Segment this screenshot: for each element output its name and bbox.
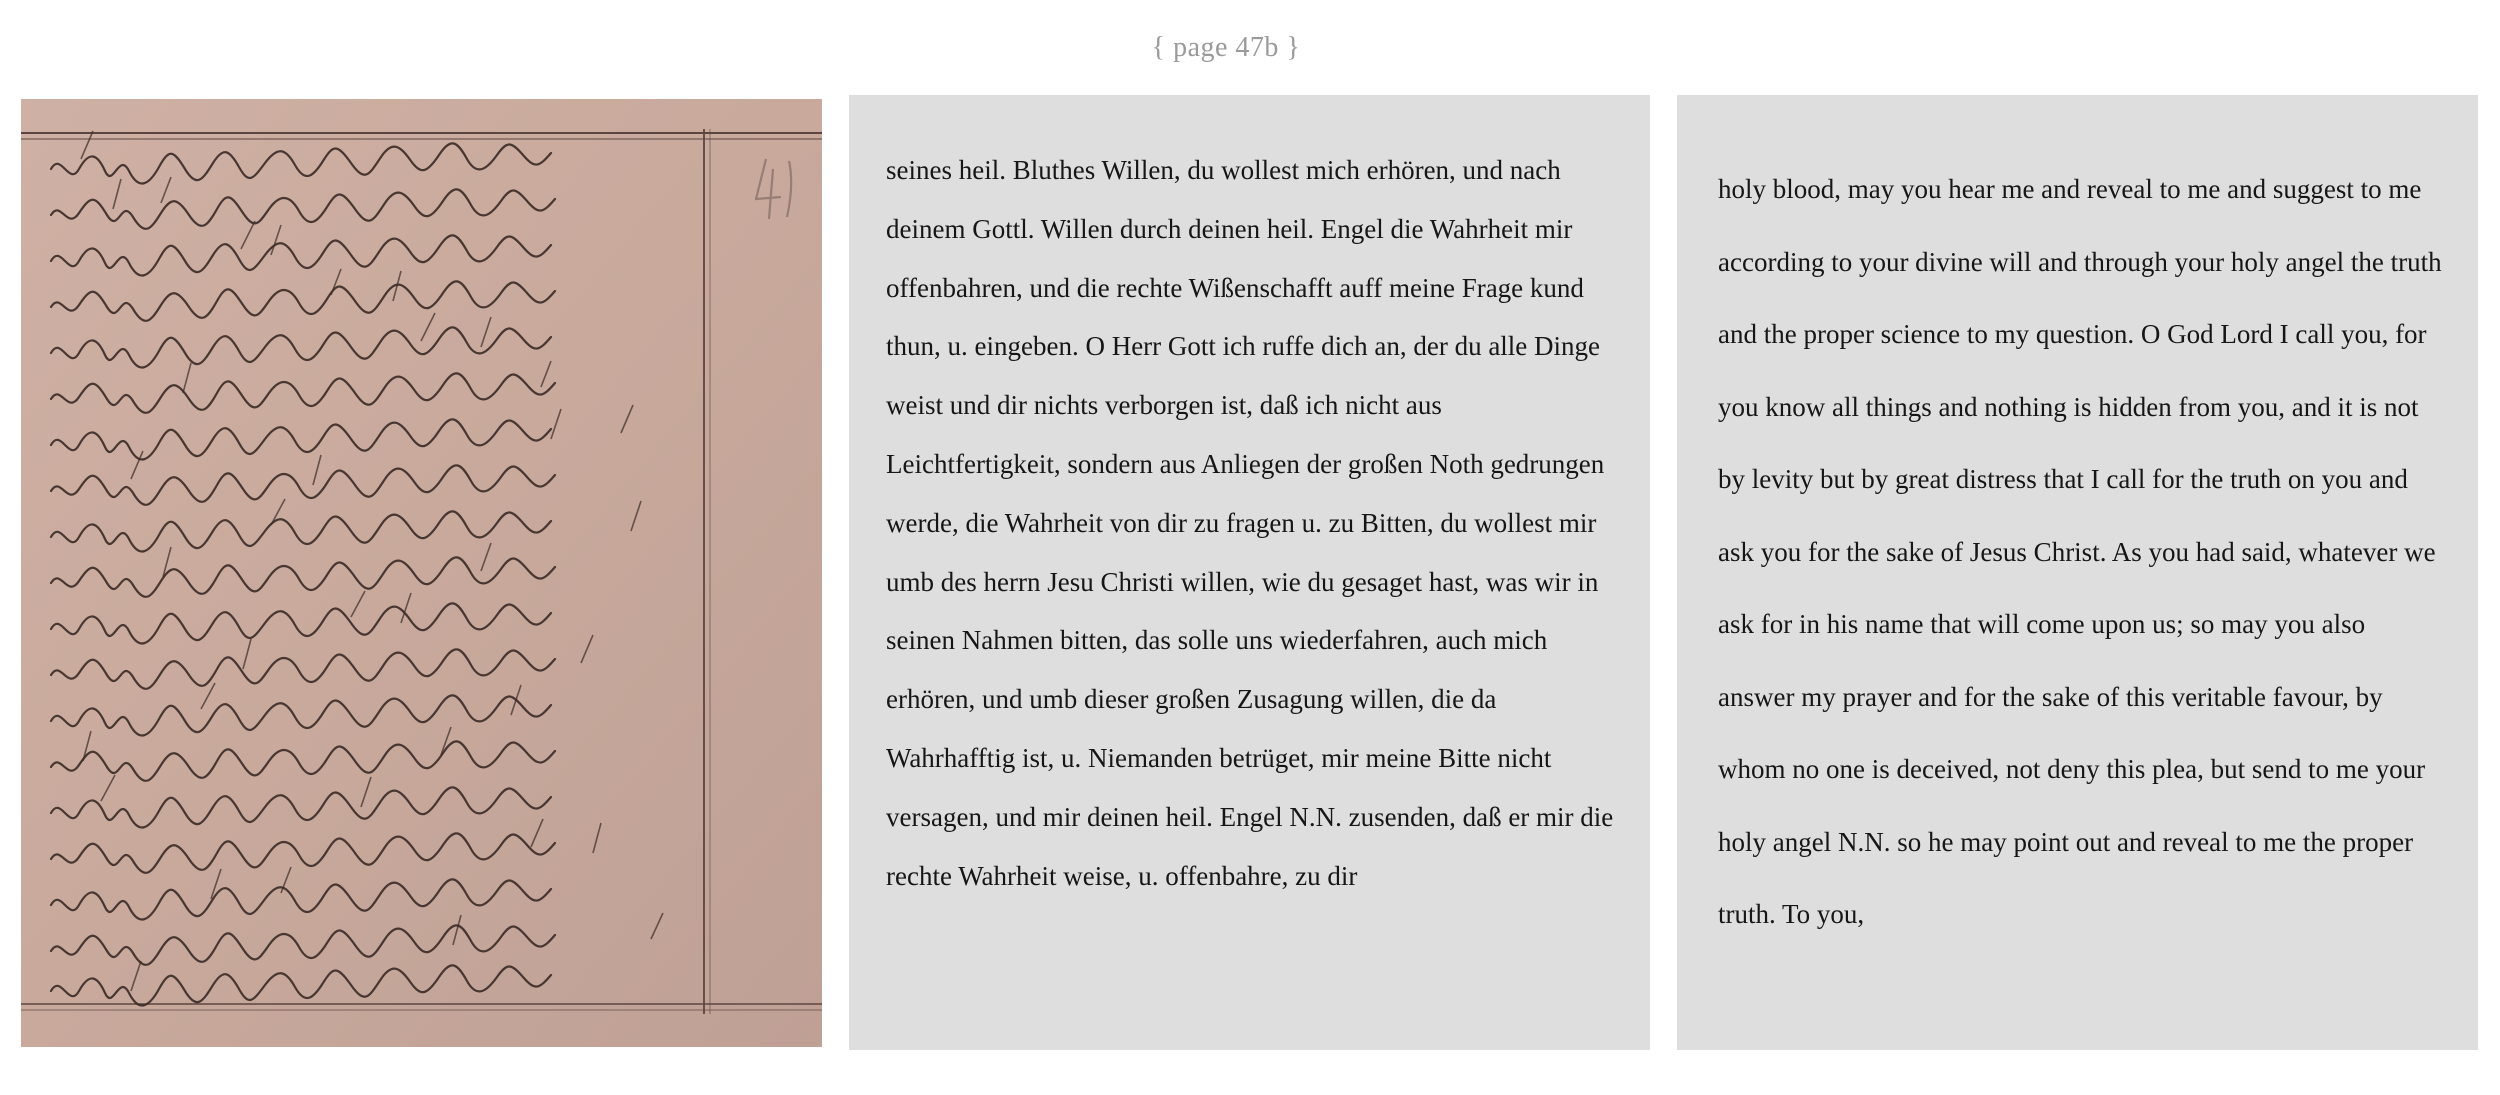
english-translation-panel (1677, 95, 2478, 1050)
german-transcription-panel (849, 95, 1650, 1050)
paper-background (21, 99, 822, 1047)
manuscript-scan (21, 99, 822, 1047)
handwritten-manuscript-image (21, 99, 822, 1047)
page-number-label: { page 47b } (1151, 32, 1301, 63)
german-transcription-text: seines heil. Bluthes Willen, du wollest mich erhören, und nach deinem Gottl. Willen durch deinen heil. Engel die Wahrheit mir offenbahren, und die rechte Wißenschafft auff meine Frage kund thun, u. eingeben. O Herr Gott ich ruffe dich an, der du alle Dinge weist und dir nichts verborgen ist, daß ich nicht aus Leichtfertigkeit, sondern aus Anliegen der großen Noth gedrungen werde, die Wahrheit von dir zu fragen u. zu Bitten, du wollest mir umb des herrn Jesu Christi willen, wie du gesaget hast, was wir in seinen Nahmen bitten, das solle uns wiederfahren, auch mich erhören, und umb dieser großen Zusagung willen, die da Wahrhafftig ist, u. Niemanden betrüget, mir meine Bitte nicht versagen, und mir deinen heil. Engel N.N. zusenden, daß er mir die rechte Wahrheit weise, u. offenbahre, zu dir (886, 155, 1614, 891)
english-translation-text: holy blood, may you hear me and reveal to me and suggest to me according to your divine will and through your holy angel the truth and the proper science to my question. O God Lord I call you, for you know all things and nothing is hidden from you, and it is not by levity but by great distress that I call for the truth on you and ask you for the sake of Jesus Christ. As you had said, whatever we ask for in his name that will come upon us; so may you also answer my prayer and for the sake of this veritable favour, by whom no one is deceived, not deny this plea, but send to me your holy angel N.N. so he may point out and reveal to me the proper truth. To you, (1718, 174, 2442, 929)
